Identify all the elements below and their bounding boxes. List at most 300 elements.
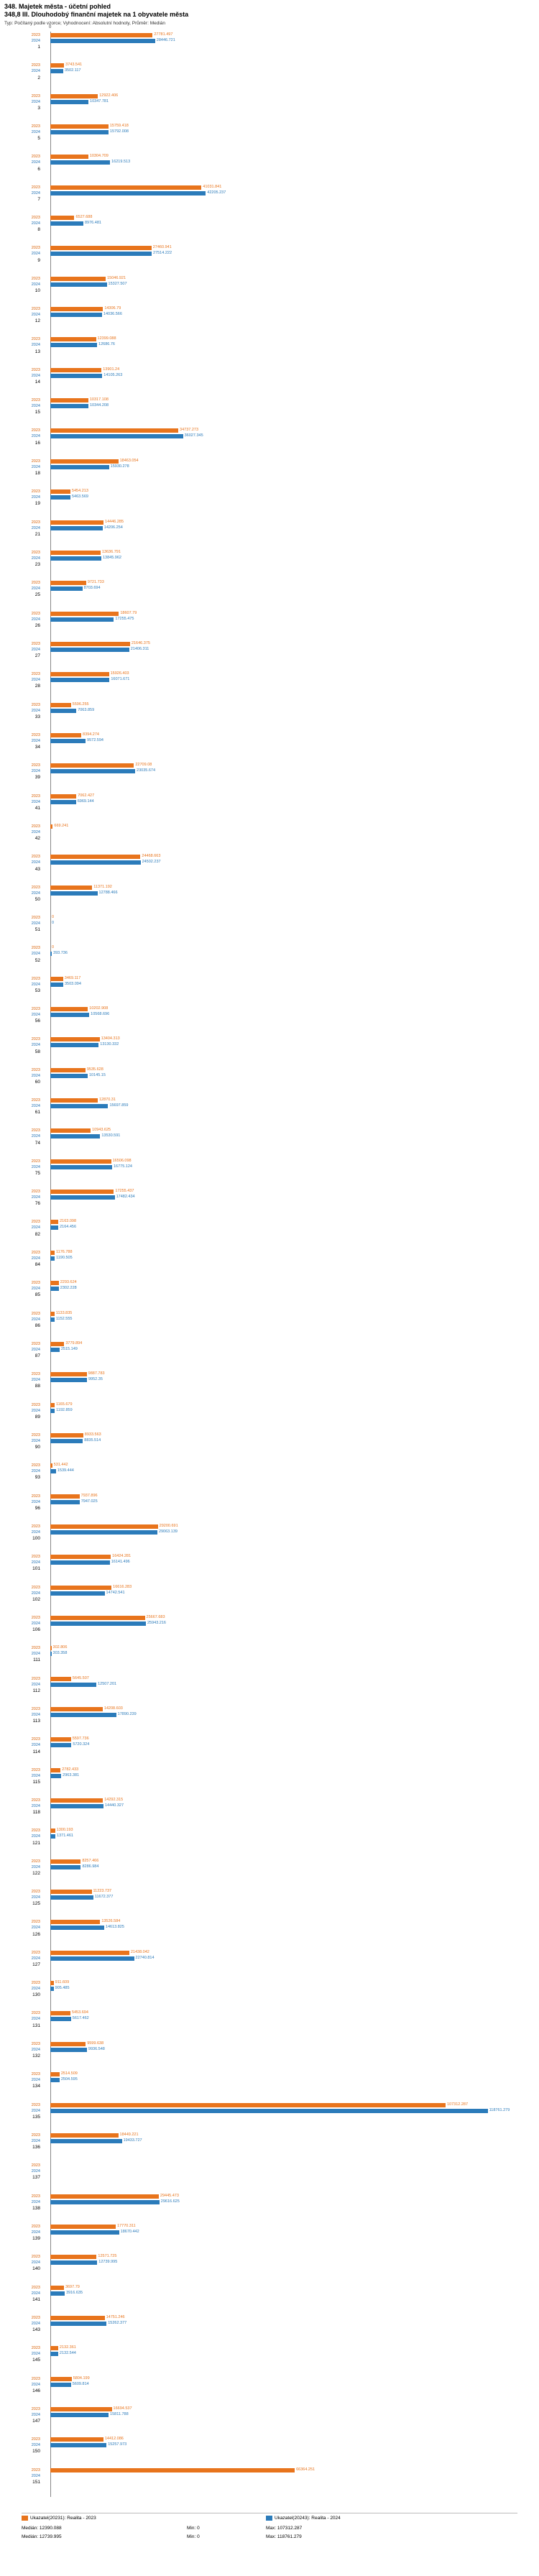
bar-2024	[50, 800, 76, 804]
chart-row	[31, 32, 514, 63]
bar-2023	[50, 1220, 58, 1224]
bar-2024	[50, 1134, 100, 1138]
max-2024: Max: 118761.279	[266, 2534, 302, 2539]
bar-2024	[50, 434, 183, 438]
series-label-2023: 2023	[31, 1707, 40, 1711]
bar-value-2023: 15046.921	[107, 275, 126, 280]
bar-value-2023: 7937.896	[80, 1493, 98, 1498]
bar-2023	[50, 428, 178, 433]
category-label: 76	[34, 1201, 40, 1207]
bar-value-2023: 12571.725	[98, 2254, 117, 2259]
bar-2024	[50, 465, 109, 469]
chart-row	[31, 336, 514, 367]
bar-value-2024: 14105.263	[103, 372, 123, 377]
bar-value-2024: 29616.625	[160, 2199, 180, 2204]
series-label-2024: 2024	[31, 2017, 40, 2022]
category-label: 87	[34, 1353, 40, 1359]
chart-row	[31, 915, 514, 946]
bar-2024	[50, 1865, 80, 1869]
series-label-2024: 2024	[31, 495, 40, 500]
bar-2024	[50, 1591, 105, 1596]
bar-2023	[50, 398, 88, 402]
series-label-2024: 2024	[31, 1895, 40, 1900]
bar-2023	[50, 642, 130, 646]
bar-value-2024: 15697.859	[109, 1103, 129, 1108]
series-label-2024: 2024	[31, 891, 40, 896]
bar-2024	[50, 1956, 134, 1961]
series-label-2024: 2024	[31, 1073, 40, 1078]
category-label: 61	[34, 1110, 40, 1116]
bar-2024	[50, 2048, 87, 2052]
category-label: 10	[34, 288, 40, 293]
bar-2023	[50, 1920, 100, 1924]
series-label-2023: 2023	[31, 2163, 40, 2168]
bar-2024	[50, 1074, 88, 1078]
series-label-2024: 2024	[31, 586, 40, 592]
bar-value-2023: 13636.791	[101, 549, 121, 554]
bar-value-2023: 18463.054	[119, 458, 139, 463]
chart-row	[31, 2314, 514, 2346]
bar-value-2024: 12686.76	[98, 342, 115, 347]
bar-value-2024: 12788.466	[98, 890, 118, 895]
bar-value-2023: 13901.24	[103, 367, 120, 372]
series-label-2023: 2023	[31, 2406, 40, 2411]
series-label-2023: 2023	[31, 1494, 40, 1499]
series-label-2024: 2024	[31, 1225, 40, 1230]
bar-2023	[50, 763, 134, 768]
chart-row	[31, 1706, 514, 1737]
series-label-2024: 2024	[31, 1438, 40, 1443]
bar-value-2023: 34737.273	[180, 428, 199, 433]
series-label-2024: 2024	[31, 252, 40, 257]
bar-value-2023: 5454.213	[71, 489, 88, 494]
bar-value-2024: 10145.15	[88, 1072, 106, 1077]
series-label-2023: 2023	[31, 1432, 40, 1438]
bar-value-2023: 5596.255	[72, 702, 89, 707]
category-label: 111	[33, 1657, 40, 1663]
bar-2024	[50, 374, 102, 378]
bar-value-2024: 12739.995	[98, 2260, 118, 2265]
bar-2023	[50, 2468, 295, 2472]
bar-2024	[50, 313, 102, 317]
legend-label-2023: Ukazatel(20231): Realita - 2023	[30, 2516, 96, 2521]
series-label-2024: 2024	[31, 738, 40, 743]
bar-2023	[50, 520, 103, 525]
series-label-2024: 2024	[31, 130, 40, 135]
chart-row	[31, 397, 514, 428]
bar-value-2023: 1133.835	[55, 1310, 73, 1315]
series-label-2023: 2023	[31, 2285, 40, 2290]
chart-row	[31, 1614, 514, 1646]
bar-2024	[50, 860, 141, 865]
bar-value-2024: 393.736	[53, 951, 68, 956]
bar-value-2024: 8703.694	[83, 586, 101, 591]
category-label: 132	[32, 2053, 40, 2058]
series-label-2024: 2024	[31, 404, 40, 409]
bar-value-2024: 905.485	[55, 1986, 70, 1991]
chart-row	[31, 2284, 514, 2316]
series-label-2024: 2024	[31, 1987, 40, 1992]
chart-row	[31, 1463, 514, 1494]
bar-2024	[50, 221, 83, 226]
category-label: 16	[34, 440, 40, 446]
series-label-2024: 2024	[31, 829, 40, 834]
bar-2024	[50, 1439, 83, 1443]
series-label-2024: 2024	[31, 1287, 40, 1292]
category-label: 141	[32, 2296, 40, 2302]
bar-2023	[50, 1981, 54, 1985]
bar-2024	[50, 1560, 110, 1565]
bar-2023	[50, 1677, 71, 1681]
bar-value-2023: 911.609	[55, 1980, 70, 1985]
bar-2023	[50, 1007, 88, 1011]
chart-row	[31, 2193, 514, 2225]
bar-2024	[50, 1683, 96, 1687]
category-label: 85	[34, 1292, 40, 1298]
series-label-2023: 2023	[31, 1220, 40, 1225]
series-label-2024: 2024	[31, 1804, 40, 1809]
bar-2024	[50, 2383, 71, 2387]
bar-value-2023: 3743.541	[65, 63, 83, 68]
bar-2023	[50, 1707, 103, 1711]
category-label: 93	[34, 1475, 40, 1481]
bar-value-2024: 17482.434	[116, 1195, 135, 1200]
bar-2023	[50, 1524, 158, 1529]
bar-value-2023: 15926.403	[110, 671, 129, 676]
bar-value-2023: 669.241	[54, 823, 69, 828]
bar-2024	[50, 1013, 89, 1017]
series-label-2024: 2024	[31, 1164, 40, 1169]
bar-2024	[50, 2443, 106, 2447]
series-label-2023: 2023	[31, 185, 40, 190]
series-label-2023: 2023	[31, 2376, 40, 2381]
category-label: 113	[32, 1719, 40, 1724]
series-label-2023: 2023	[31, 2346, 40, 2351]
category-label: 84	[34, 1261, 40, 1267]
bar-2023	[50, 1768, 60, 1772]
bar-2023	[50, 2437, 103, 2442]
bar-value-2024: 10347.781	[90, 98, 109, 104]
bar-value-2023: 14446.285	[105, 519, 124, 524]
chart-row	[31, 1858, 514, 1890]
chart-row	[31, 702, 514, 733]
bar-value-2024: 2504.595	[60, 2077, 78, 2082]
chart-row	[31, 1889, 514, 1920]
series-label-2024: 2024	[31, 1013, 40, 1018]
series-label-2024: 2024	[31, 525, 40, 530]
bar-value-2023: 21646.375	[131, 640, 150, 645]
bar-2024	[50, 1317, 55, 1322]
bar-2024	[50, 1834, 55, 1839]
bar-value-2023: 3469.117	[64, 975, 81, 980]
bar-value-2024: 0	[52, 921, 55, 926]
bar-value-2024: 303.358	[52, 1651, 68, 1656]
bar-value-2023: 14412.086	[104, 2437, 124, 2442]
bar-value-2024: 13530.591	[101, 1133, 121, 1138]
bar-2024	[50, 1987, 54, 1991]
bar-2023	[50, 2194, 159, 2199]
category-label: 34	[34, 745, 40, 750]
bar-value-2024: 2302.228	[60, 1286, 77, 1291]
category-label: 56	[34, 1018, 40, 1024]
bar-value-2024: 15327.507	[108, 281, 127, 286]
series-label-2024: 2024	[31, 99, 40, 104]
bar-value-2024: 6969.144	[77, 799, 94, 804]
bar-2024	[50, 69, 63, 73]
bar-value-2024: 5609.814	[72, 2381, 89, 2386]
bar-2023	[50, 2316, 105, 2320]
bar-2023	[50, 672, 109, 676]
bar-2023	[50, 1281, 59, 1285]
bar-value-2024: 14440.327	[105, 1803, 124, 1808]
zero-tick-label: 0	[49, 25, 52, 29]
bar-value-2023: 12870.31	[98, 1098, 116, 1103]
bar-2023	[50, 1890, 92, 1894]
bar-2024	[50, 39, 155, 43]
bar-2024	[50, 160, 110, 165]
bar-value-2023: 11223.737	[93, 1889, 112, 1894]
series-label-2024: 2024	[31, 434, 40, 439]
chart-row	[31, 519, 514, 551]
bar-2023	[50, 1859, 80, 1864]
bar-2023	[50, 1494, 80, 1499]
series-label-2023: 2023	[31, 1798, 40, 1803]
bar-2024	[50, 2078, 60, 2082]
chart-row	[31, 1736, 514, 1767]
bar-2024	[50, 1043, 98, 1047]
series-label-2023: 2023	[31, 794, 40, 799]
bar-value-2023: 16694.537	[113, 2406, 132, 2411]
bar-2023	[50, 459, 119, 464]
bar-value-2024: 13845.962	[102, 555, 121, 560]
bar-2024	[50, 1165, 112, 1169]
bar-2024	[50, 100, 88, 104]
bar-2023	[50, 1798, 103, 1803]
bar-2024	[50, 2200, 160, 2204]
series-label-2023: 2023	[31, 1524, 40, 1529]
bar-value-2024: 7063.859	[78, 707, 95, 712]
bar-2023	[50, 1403, 55, 1407]
chart-row	[31, 93, 514, 124]
category-label: 26	[34, 622, 40, 628]
bar-2024	[50, 1348, 60, 1352]
bar-2023	[50, 2011, 70, 2015]
bar-value-2024: 1192.859	[56, 1407, 73, 1412]
category-label: 82	[34, 1231, 40, 1237]
chart-row	[31, 2254, 514, 2285]
bar-2024	[50, 1652, 52, 1656]
bar-2023	[50, 824, 52, 829]
series-label-2024: 2024	[31, 2321, 40, 2326]
max-2023: Max: 107312.287	[266, 2526, 303, 2531]
series-label-2024: 2024	[31, 373, 40, 378]
category-label: 53	[34, 988, 40, 993]
series-label-2023: 2023	[31, 2133, 40, 2138]
bar-2024	[50, 1195, 115, 1200]
series-label-2023: 2023	[31, 1737, 40, 1742]
legend-label-2024: Ukazatel(20243): Realita - 2024	[275, 2516, 341, 2521]
series-label-2024: 2024	[31, 1195, 40, 1200]
bar-2023	[50, 368, 101, 372]
series-label-2023: 2023	[31, 1250, 40, 1255]
series-label-2023: 2023	[31, 702, 40, 707]
bar-2024	[50, 2230, 119, 2235]
bar-value-2024: 1371.461	[57, 1834, 73, 1839]
series-label-2023: 2023	[31, 1767, 40, 1772]
category-label: 126	[32, 1931, 40, 1937]
chart-row	[31, 1036, 514, 1067]
chart-row	[31, 1493, 514, 1524]
bar-value-2023: 24468.663	[142, 854, 161, 859]
category-label: 25	[34, 592, 40, 598]
bar-value-2023: 66364.251	[296, 2467, 315, 2472]
series-label-2023: 2023	[31, 307, 40, 312]
legend-swatch-2023	[22, 2516, 28, 2521]
bar-value-2024: 11672.377	[94, 1895, 114, 1900]
chart-row	[31, 975, 514, 1007]
chart-row	[31, 489, 514, 520]
legend-swatch-2024	[266, 2516, 272, 2521]
bar-2024	[50, 2413, 109, 2417]
bar-value-2023: 13404.313	[101, 1036, 120, 1041]
series-label-2024: 2024	[31, 2047, 40, 2052]
bar-value-2024: 12507.201	[98, 1681, 117, 1686]
bar-2024	[50, 1713, 116, 1717]
bar-value-2023: 16424.281	[112, 1554, 132, 1559]
series-label-2023: 2023	[31, 1281, 40, 1286]
bar-2024	[50, 191, 206, 196]
bar-2023	[50, 2377, 72, 2381]
chart-row	[31, 549, 514, 581]
series-label-2023: 2023	[31, 550, 40, 555]
category-label: 89	[34, 1414, 40, 1420]
bar-2024	[50, 2139, 122, 2143]
series-label-2023: 2023	[31, 93, 40, 98]
series-label-2024: 2024	[31, 69, 40, 74]
bar-value-2024: 2963.381	[63, 1772, 80, 1777]
category-label: 3	[37, 105, 40, 111]
bar-value-2024: 14742.541	[106, 1590, 125, 1595]
bar-value-2023: 2163.098	[60, 1219, 77, 1224]
bar-2023	[50, 1828, 55, 1833]
series-label-2023: 2023	[31, 1311, 40, 1316]
chart-row	[31, 2223, 514, 2255]
chart-row	[31, 1949, 514, 1981]
chart-row	[31, 1523, 514, 1555]
chart-row	[31, 1310, 514, 1342]
bar-value-2023: 2782.433	[62, 1767, 79, 1772]
category-label: 88	[34, 1384, 40, 1389]
bar-2023	[50, 1251, 55, 1255]
chart-row	[31, 1919, 514, 1950]
series-label-2024: 2024	[31, 1043, 40, 1048]
bar-2023	[50, 1586, 111, 1590]
series-label-2024: 2024	[31, 282, 40, 287]
series-label-2024: 2024	[31, 647, 40, 652]
chart-meta: Typ: Počítaný podle vzorce; Vyhodnocení: Absolutní hodnoty, Průměr: Medián	[4, 21, 166, 26]
chart-row	[31, 1189, 514, 1220]
bar-value-2023: 5645.507	[72, 1675, 89, 1680]
bar-2023	[50, 2255, 96, 2259]
bar-2024	[50, 1530, 157, 1535]
bar-2024	[50, 1256, 55, 1261]
chart-row	[31, 1067, 514, 1098]
bar-value-2023: 12399.088	[97, 336, 116, 341]
bar-2023	[50, 1737, 71, 1742]
series-label-2023: 2023	[31, 1190, 40, 1195]
category-label: 121	[32, 1840, 40, 1846]
bar-2024	[50, 648, 129, 652]
bar-2023	[50, 1555, 111, 1559]
series-label-2023: 2023	[31, 489, 40, 494]
bar-value-2024: 9572.594	[87, 737, 103, 742]
chart-row	[31, 671, 514, 702]
bar-2023	[50, 489, 70, 494]
bar-value-2023: 18449.221	[119, 2132, 139, 2137]
series-label-2024: 2024	[31, 1134, 40, 1139]
bar-2023	[50, 703, 71, 707]
category-label: 122	[32, 1870, 40, 1876]
bar-2024	[50, 130, 109, 134]
category-label: 106	[32, 1627, 40, 1633]
bar-value-2024: 16141.496	[111, 1560, 130, 1565]
bar-2023	[50, 2407, 112, 2411]
category-label: 131	[32, 2023, 40, 2028]
chart-row	[31, 1645, 514, 1676]
bar-value-2023: 25667.683	[146, 1614, 165, 1619]
bar-value-2024: 22740.814	[135, 1955, 155, 1960]
series-label-2023: 2023	[31, 367, 40, 372]
bar-2023	[50, 2286, 64, 2290]
series-label-2024: 2024	[31, 921, 40, 926]
bar-2024	[50, 983, 63, 987]
series-label-2023: 2023	[31, 916, 40, 921]
bar-value-2023: 14208.603	[103, 1706, 123, 1711]
bar-2023	[50, 1372, 87, 1376]
category-label: 58	[34, 1049, 40, 1054]
bar-value-2023: 14292.315	[104, 1798, 124, 1803]
category-label: 8	[37, 227, 40, 233]
bar-2024	[50, 1622, 146, 1626]
series-label-2023: 2023	[31, 155, 40, 160]
chart-row	[31, 154, 514, 185]
series-label-2024: 2024	[31, 2169, 40, 2174]
bar-2023	[50, 337, 96, 341]
bar-2023	[50, 2133, 119, 2138]
bar-2024	[50, 1926, 104, 1930]
category-label: 146	[32, 2388, 40, 2393]
bar-2023	[50, 185, 201, 190]
bar-2024	[50, 1469, 56, 1473]
chart-row	[31, 124, 514, 155]
chart-row	[31, 763, 514, 794]
bar-value-2023: 302.806	[52, 1645, 68, 1650]
bar-value-2024: 1539.444	[57, 1468, 74, 1473]
chart-row	[31, 2102, 514, 2133]
bar-value-2023: 531.442	[53, 1463, 68, 1468]
series-label-2023: 2023	[31, 1067, 40, 1072]
bar-value-2023: 9721.733	[87, 580, 104, 585]
chart-row	[31, 854, 514, 885]
chart-row	[31, 1249, 514, 1281]
category-label: 12	[34, 318, 40, 324]
bar-value-2024: 5463.569	[72, 494, 88, 500]
category-label: 151	[32, 2479, 40, 2485]
series-label-2024: 2024	[31, 2291, 40, 2296]
chart-row	[31, 1767, 514, 1798]
category-label: 6	[37, 166, 40, 172]
series-label-2024: 2024	[31, 982, 40, 987]
